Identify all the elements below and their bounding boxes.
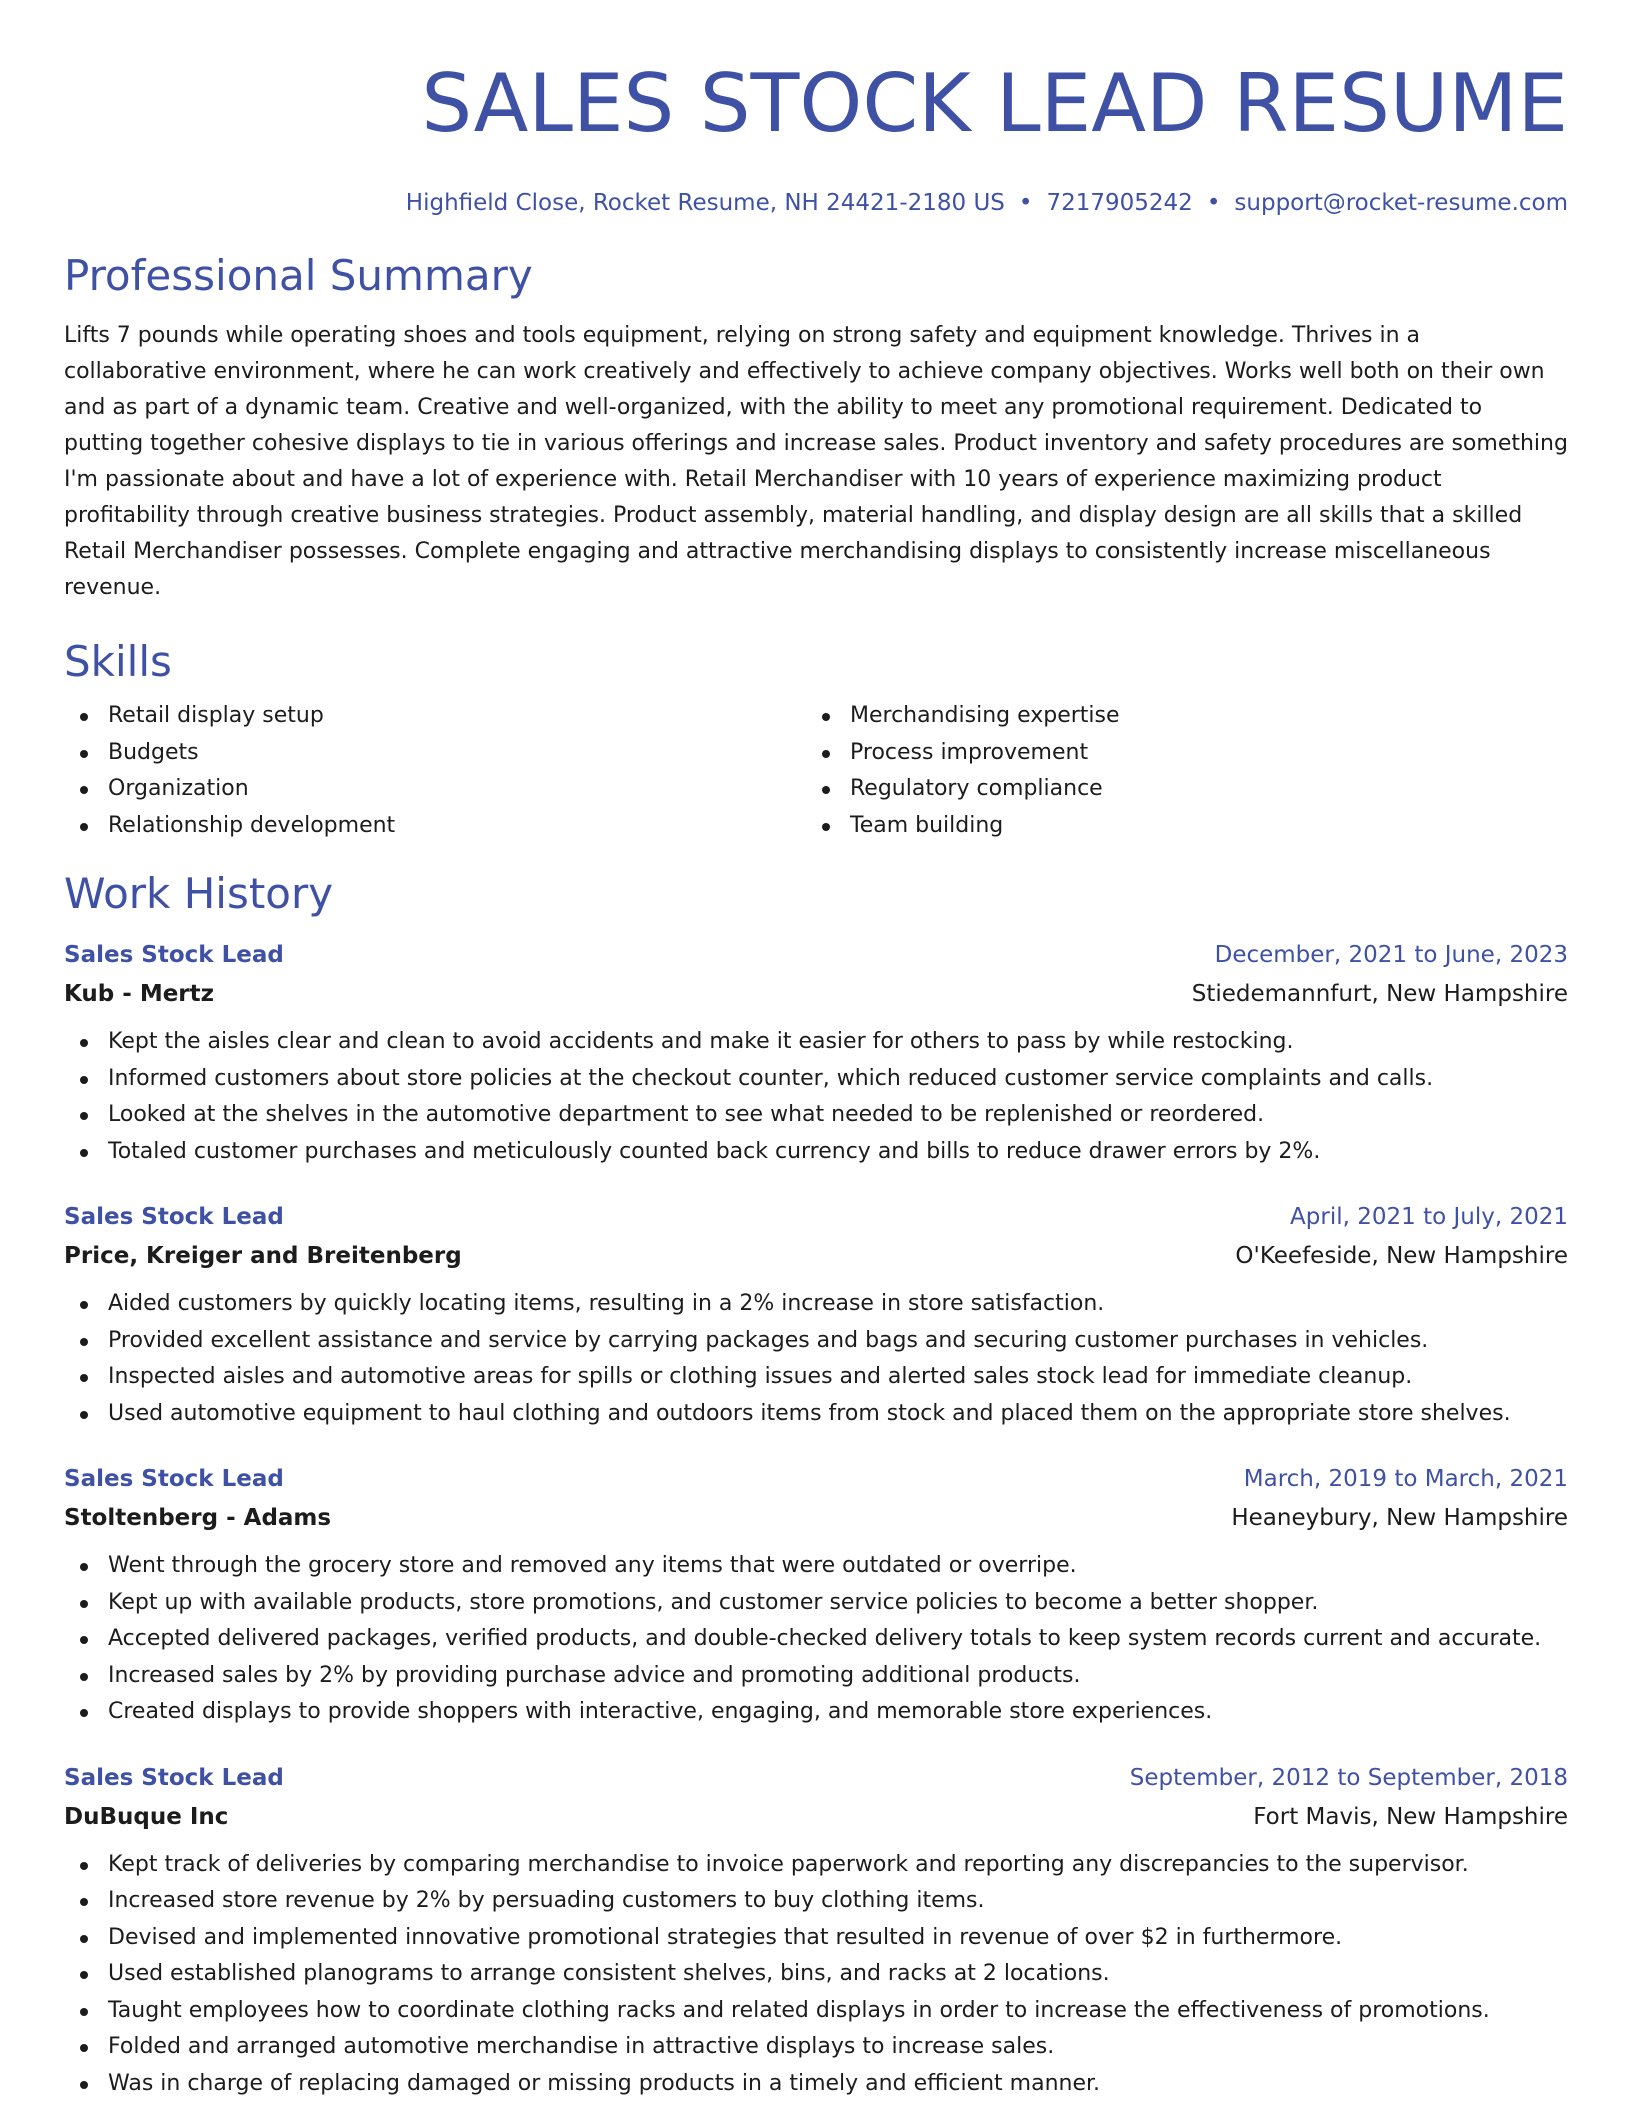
job-company: Kub - Mertz — [64, 981, 215, 1007]
skills-column-right — [806, 698, 1548, 844]
skills-column-left — [64, 698, 806, 844]
job-location: Stiedemannfurt, New Hampshire — [1191, 981, 1568, 1007]
work-history-heading: Work History — [64, 869, 334, 918]
skill-item: Relationship development — [64, 808, 806, 845]
job-company: Price, Kreiger and Breitenberg — [64, 1243, 462, 1269]
job-bullet: Aided customers by quickly locating items, resulting in a 2% increase in store satisfaction. — [64, 1286, 1568, 1323]
phone: 7217905242 — [1046, 190, 1193, 216]
job-role: Sales Stock Lead — [64, 942, 284, 968]
job-role: Sales Stock Lead — [64, 1764, 284, 1791]
job-bullets — [64, 1024, 1568, 1170]
separator: • — [1206, 190, 1221, 216]
skill-item: Team building — [806, 808, 1548, 845]
skill-item: Regulatory compliance — [806, 771, 1548, 808]
job-entry — [64, 936, 1568, 1170]
skill-item: Budgets — [64, 735, 806, 772]
job-bullets — [64, 1548, 1568, 1731]
job-bullet: Provided excellent assistance and service by carrying packages and bags and securing customer purchases in vehicles. — [64, 1323, 1568, 1360]
job-header-row — [64, 1198, 1568, 1236]
skill-item: Merchandising expertise — [806, 698, 1548, 735]
job-bullet: Kept up with available products, store promotions, and customer service policies to become a better shopper. — [64, 1585, 1568, 1622]
job-bullet: Was in charge of replacing damaged or missing products in a timely and efficient manner. — [64, 2066, 1568, 2103]
job-bullet: Kept track of deliveries by comparing merchandise to invoice paperwork and reporting any discrepancies to the supervisor. — [64, 1847, 1568, 1884]
job-bullet: Devised and implemented innovative promotional strategies that resulted in revenue of over $2 in furthermore. — [64, 1920, 1568, 1957]
job-bullet: Accepted delivered packages, verified products, and double-checked delivery totals to keep system records current and accurate. — [64, 1621, 1568, 1658]
resume-title: SALES STOCK LEAD RESUME — [421, 57, 1568, 150]
skills-heading: Skills — [64, 637, 172, 686]
skills-list — [64, 698, 1568, 844]
job-entry — [64, 1460, 1568, 1731]
job-dates: September, 2012 to September, 2018 — [1129, 1764, 1568, 1791]
job-company-row — [64, 974, 1568, 1014]
job-role: Sales Stock Lead — [64, 1466, 284, 1492]
job-dates: April, 2021 to July, 2021 — [1290, 1204, 1568, 1230]
job-header-row — [64, 936, 1568, 974]
job-header-row — [64, 1759, 1568, 1797]
job-bullet: Increased sales by 2% by providing purchase advice and promoting additional products. — [64, 1658, 1568, 1695]
job-bullet: Increased store revenue by 2% by persuading customers to buy clothing items. — [64, 1883, 1568, 1920]
job-bullets — [64, 1286, 1568, 1432]
job-dates: March, 2019 to March, 2021 — [1243, 1466, 1568, 1492]
job-company-row — [64, 1236, 1568, 1276]
job-company-row — [64, 1797, 1568, 1837]
job-bullets — [64, 1847, 1568, 2103]
job-company-row — [64, 1498, 1568, 1538]
skill-item: Retail display setup — [64, 698, 806, 735]
job-role: Sales Stock Lead — [64, 1204, 284, 1230]
job-bullet: Went through the grocery store and removed any items that were outdated or overripe. — [64, 1548, 1568, 1585]
skill-item: Organization — [64, 771, 806, 808]
job-bullet: Looked at the shelves in the automotive department to see what needed to be replenished or reordered. — [64, 1097, 1568, 1134]
job-bullet: Folded and arranged automotive merchandise in attractive displays to increase sales. — [64, 2029, 1568, 2066]
job-bullet: Created displays to provide shoppers with interactive, engaging, and memorable store experiences. — [64, 1694, 1568, 1731]
job-location: Fort Mavis, New Hampshire — [1253, 1803, 1568, 1830]
job-entry — [64, 1198, 1568, 1432]
job-bullet: Taught employees how to coordinate clothing racks and related displays in order to increase the effectiveness of promotions. — [64, 1993, 1568, 2030]
job-bullet: Used established planograms to arrange consistent shelves, bins, and racks at 2 locations. — [64, 1956, 1568, 1993]
job-dates: December, 2021 to June, 2023 — [1214, 942, 1568, 968]
job-bullet: Totaled customer purchases and meticulously counted back currency and bills to reduce drawer errors by 2%. — [64, 1134, 1568, 1171]
summary-text: Lifts 7 pounds while operating shoes and tools equipment, relying on strong safety and equipment knowledge. Thrives in a collaborative environment, where he can work creatively and effectively to achieve company objectives. Works well both on their own and as part of a dynamic team. Creative and well-organized, with the ability to meet any promotional requirement. Dedicated to putting together cohesive displays to tie in various offerings and increase sales. Product inventory and safety procedures are something I'm passionate about and have a lot of experience with. Retail Merchandiser with 10 years of experience maximizing product profitability through creative business strategies. Product assembly, material handling, and display design are all skills that a skilled Retail Merchandiser possesses. Complete engaging and attractive merchandising displays to consistently increase miscellaneous revenue. — [64, 323, 1568, 600]
job-bullet: Used automotive equipment to haul clothing and outdoors items from stock and placed them on the appropriate store shelves. — [64, 1396, 1568, 1433]
separator: • — [1018, 190, 1033, 216]
job-bullet: Kept the aisles clear and clean to avoid accidents and make it easier for others to pass by while restocking. — [64, 1024, 1568, 1061]
skill-item: Process improvement — [806, 735, 1548, 772]
job-header-row — [64, 1460, 1568, 1498]
contact-line — [64, 186, 1568, 220]
job-location: Heaneybury, New Hampshire — [1231, 1505, 1568, 1531]
job-bullet: Inspected aisles and automotive areas for spills or clothing issues and alerted sales stock lead for immediate cleanup. — [64, 1359, 1568, 1396]
job-company: DuBuque Inc — [64, 1803, 229, 1830]
job-company: Stoltenberg - Adams — [64, 1505, 332, 1531]
job-location: O'Keefeside, New Hampshire — [1235, 1243, 1568, 1269]
job-bullet: Informed customers about store policies at the checkout counter, which reduced customer service complaints and calls. — [64, 1061, 1568, 1098]
summary-heading: Professional Summary — [64, 251, 533, 300]
email-link[interactable]: support@rocket-resume.com — [1234, 190, 1568, 216]
address: Highfield Close, Rocket Resume, NH 24421-2180 US — [405, 190, 1005, 216]
job-entry — [64, 1759, 1568, 2103]
